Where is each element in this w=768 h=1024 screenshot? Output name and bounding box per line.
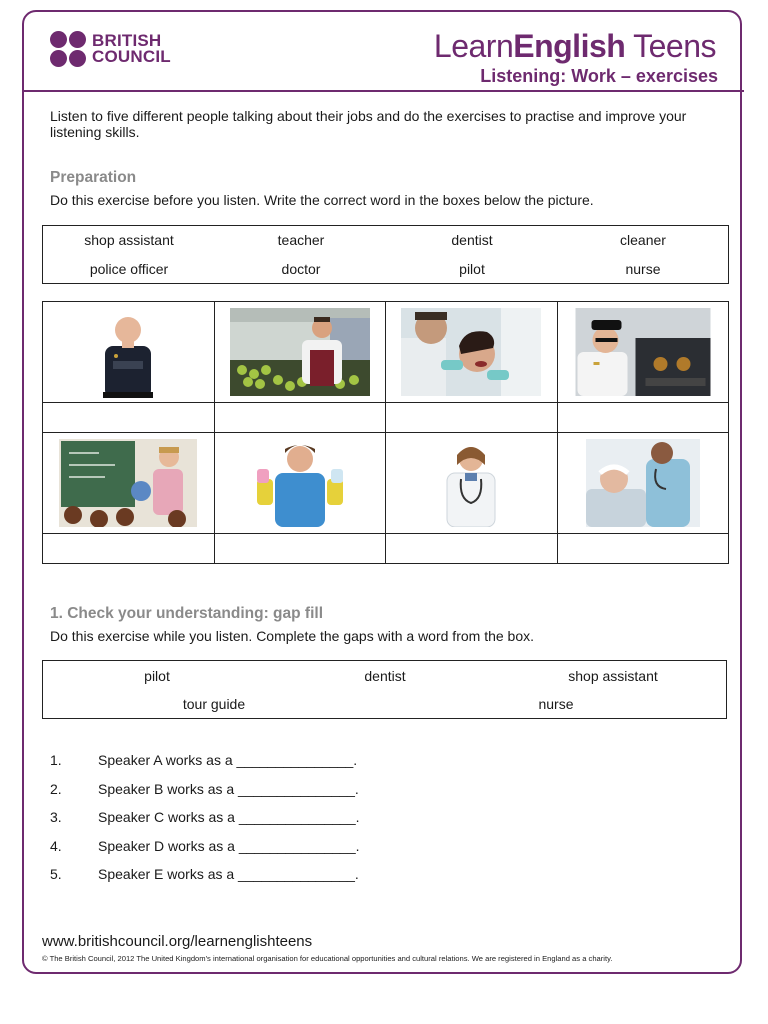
item-text: Speaker A works as a _______________. xyxy=(98,752,358,768)
item-text: Speaker C works as a _______________. xyxy=(98,809,360,825)
preparation-title: Preparation xyxy=(50,169,137,186)
gapfill-word-box xyxy=(42,660,727,719)
footer-legal-text: © The British Council, 2012 The United Kingdom's international organisation for educational opportunities and cultural relations. We are registered in England as a charity. xyxy=(42,954,613,963)
gapfill-instruction: Do this exercise while you listen. Complete the gaps with a word from the box. xyxy=(50,628,535,644)
word-chip: tour guide xyxy=(182,696,246,712)
intro-text: Listen to five different people talking about their jobs and do the exercises to practise and improve your listening skills. xyxy=(50,108,687,140)
logo-dots-icon xyxy=(50,31,86,67)
word-chip: teacher xyxy=(277,232,325,248)
word-chip: shop assistant xyxy=(84,232,174,248)
answer-box[interactable] xyxy=(557,534,729,564)
word-chip: shop assistant xyxy=(568,668,658,684)
word-chip: doctor xyxy=(281,261,321,277)
item-number: 4. xyxy=(50,838,62,854)
logo-line-1: BRITISH xyxy=(92,31,162,50)
header-divider xyxy=(22,90,744,92)
picture-cell xyxy=(214,302,386,403)
page-title: Listening: Work – exercises xyxy=(480,66,718,86)
police-officer-photo xyxy=(83,306,173,398)
item-text: Speaker D works as a _______________. xyxy=(98,838,360,854)
picture-cell xyxy=(557,433,729,534)
item-text: Speaker B works as a _______________. xyxy=(98,781,359,797)
picture-cell xyxy=(386,433,558,534)
cleaner-photo xyxy=(245,439,355,527)
answer-box[interactable] xyxy=(557,403,729,433)
pilot-photo xyxy=(575,308,710,396)
picture-cell xyxy=(386,302,558,403)
gapfill-title: 1. Check your understanding: gap fill xyxy=(50,605,324,622)
word-chip: police officer xyxy=(89,261,169,277)
picture-cell xyxy=(557,302,729,403)
word-chip: cleaner xyxy=(620,232,666,248)
item-number: 1. xyxy=(50,752,62,768)
logo-line-2: COUNCIL xyxy=(92,47,171,66)
word-chip: dentist xyxy=(364,668,406,684)
answer-box[interactable] xyxy=(43,403,215,433)
dentist-photo xyxy=(401,308,541,396)
answer-box[interactable] xyxy=(43,534,215,564)
shop-assistant-photo xyxy=(230,308,370,396)
word-chip: nurse xyxy=(538,696,574,712)
footer-url-link[interactable]: www.britishcouncil.org/learnenglishteens xyxy=(42,933,313,950)
preparation-instruction: Do this exercise before you listen. Write the correct word in the boxes below the picture. xyxy=(50,192,594,208)
preparation-word-box xyxy=(42,225,729,284)
nurse-photo xyxy=(586,439,700,527)
answer-box[interactable] xyxy=(386,403,558,433)
word-chip: pilot xyxy=(459,261,485,277)
answer-box[interactable] xyxy=(386,534,558,564)
item-text: Speaker E works as a _______________. xyxy=(98,866,359,882)
picture-cell xyxy=(214,433,386,534)
british-council-logo xyxy=(50,31,171,67)
answer-box[interactable] xyxy=(214,534,386,564)
picture-cell xyxy=(43,302,215,403)
word-chip: dentist xyxy=(451,232,493,248)
word-chip: pilot xyxy=(144,668,170,684)
picture-grid xyxy=(42,301,729,564)
item-number: 2. xyxy=(50,781,62,797)
picture-cell xyxy=(43,433,215,534)
learnenglish-teens-logo: LearnEnglish Teens xyxy=(433,28,716,64)
teacher-photo xyxy=(59,439,197,527)
word-chip: nurse xyxy=(625,261,661,277)
item-number: 5. xyxy=(50,866,62,882)
answer-box[interactable] xyxy=(214,403,386,433)
doctor-photo xyxy=(431,439,511,527)
item-number: 3. xyxy=(50,809,62,825)
